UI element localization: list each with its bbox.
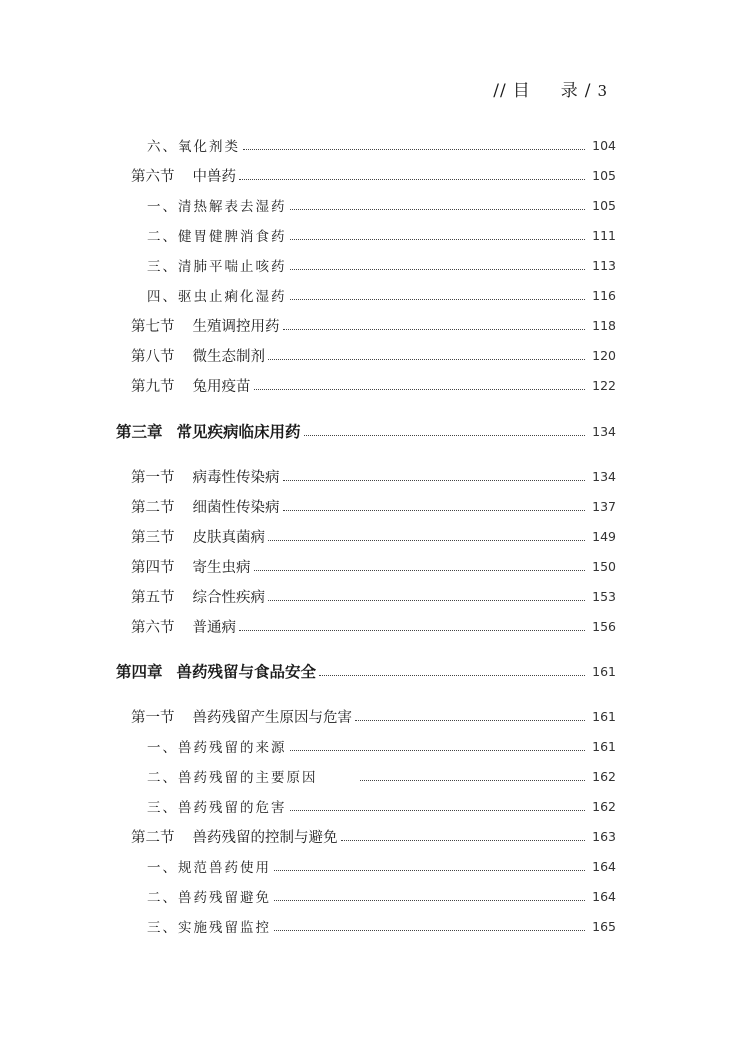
toc-entry[interactable] (0, 525, 730, 547)
running-header (493, 76, 608, 101)
dot-leader (268, 600, 585, 601)
entry-number: 一、 (147, 740, 178, 756)
entry-page: 122 (592, 377, 616, 393)
entry-title: 寄生虫病 (192, 559, 251, 576)
entry-label (131, 526, 265, 547)
toc-entry[interactable] (0, 254, 730, 276)
entry-title: 生殖调控用药 (192, 318, 280, 335)
entry-title: 常见疾病临床用药 (176, 423, 301, 441)
entry-label (131, 586, 265, 607)
toc-entry[interactable] (0, 134, 730, 156)
dot-leader (274, 930, 585, 931)
toc-chapter-entry[interactable] (0, 420, 730, 442)
entry-page: 156 (592, 618, 616, 634)
entry-number: 第七节 (131, 318, 175, 335)
entry-page: 162 (592, 798, 616, 814)
entry-number: 第六节 (131, 619, 175, 636)
entry-page: 161 (592, 738, 616, 754)
entry-label (147, 255, 287, 275)
entry-label (116, 660, 316, 682)
entry-title: 健胃健脾消食药 (178, 229, 287, 245)
toc-entry[interactable] (0, 825, 730, 847)
toc-entry[interactable] (0, 224, 730, 246)
entry-title: 兽药残留避免 (178, 890, 271, 906)
entry-label (131, 496, 280, 517)
dot-leader (274, 870, 585, 871)
toc-entry[interactable] (0, 765, 730, 787)
entry-page: 134 (592, 423, 616, 439)
header-page-number: 3 (597, 82, 608, 100)
entry-page: 161 (592, 663, 616, 679)
entry-number: 二、 (147, 229, 178, 245)
entry-page: 163 (592, 828, 616, 844)
entry-label (147, 856, 271, 876)
entry-label (131, 706, 352, 727)
dot-leader (290, 269, 586, 270)
entry-page: 149 (592, 528, 616, 544)
dot-leader (243, 149, 585, 150)
entry-number: 第一节 (131, 469, 175, 486)
entry-title: 兔用疫苗 (192, 378, 251, 395)
toc-entry[interactable] (0, 885, 730, 907)
dot-leader (239, 630, 585, 631)
entry-page: 150 (592, 558, 616, 574)
entry-page: 118 (592, 317, 616, 333)
dot-leader (304, 435, 585, 436)
entry-label (131, 165, 236, 186)
toc-entry[interactable] (0, 465, 730, 487)
entry-label (131, 466, 280, 487)
toc-entry[interactable] (0, 795, 730, 817)
entry-page: 137 (592, 498, 616, 514)
entry-label (147, 886, 271, 906)
entry-number: 第四节 (131, 559, 175, 576)
entry-number: 第二节 (131, 499, 175, 516)
dot-leader (290, 299, 586, 300)
entry-title: 兽药残留产生原因与危害 (192, 709, 352, 726)
entry-number: 第五节 (131, 589, 175, 606)
entry-number: 第三章 (116, 423, 163, 441)
dot-leader (283, 510, 586, 511)
toc-chapter-entry[interactable] (0, 660, 730, 682)
entry-title: 微生态制剂 (192, 348, 265, 365)
entry-number: 第八节 (131, 348, 175, 365)
toc-entry[interactable] (0, 374, 730, 396)
entry-title: 规范兽药使用 (178, 860, 271, 876)
entry-title: 综合性疾病 (192, 589, 265, 606)
dot-leader (283, 480, 586, 481)
toc-entry[interactable] (0, 915, 730, 937)
toc-entry[interactable] (0, 194, 730, 216)
dot-leader (360, 780, 586, 781)
toc-entry[interactable] (0, 855, 730, 877)
dot-leader (341, 840, 586, 841)
header-title-char-1: 目 (512, 81, 531, 101)
header-slashes: // (493, 81, 507, 101)
entry-title: 皮肤真菌病 (192, 529, 265, 546)
entry-number: 第四章 (116, 663, 163, 681)
dot-leader (283, 329, 586, 330)
dot-leader (254, 389, 586, 390)
entry-number: 一、 (147, 199, 178, 215)
toc-entry[interactable] (0, 314, 730, 336)
entry-page: 165 (592, 918, 616, 934)
entry-label (131, 375, 251, 396)
dot-leader (355, 720, 585, 721)
entry-number: 第六节 (131, 168, 175, 185)
entry-number: 三、 (147, 259, 178, 275)
toc-entry[interactable] (0, 495, 730, 517)
dot-leader (254, 570, 586, 571)
toc-entry[interactable] (0, 585, 730, 607)
entry-label (116, 420, 301, 442)
entry-label (147, 285, 287, 305)
entry-page: 105 (592, 167, 616, 183)
entry-label (147, 135, 240, 155)
entry-page: 161 (592, 708, 616, 724)
entry-number: 第一节 (131, 709, 175, 726)
toc-entry[interactable] (0, 344, 730, 366)
dot-leader (274, 900, 585, 901)
dot-leader (290, 750, 586, 751)
entry-title: 兽药残留的控制与避免 (192, 829, 338, 846)
dot-leader (239, 179, 585, 180)
entry-number: 第九节 (131, 378, 175, 395)
entry-number: 六、 (147, 139, 178, 155)
entry-page: 120 (592, 347, 616, 363)
entry-label (131, 556, 251, 577)
entry-number: 三、 (147, 920, 178, 936)
entry-label (131, 616, 236, 637)
toc-entry[interactable] (0, 284, 730, 306)
entry-number: 四、 (147, 289, 178, 305)
dot-leader (319, 675, 585, 676)
entry-label (147, 796, 287, 816)
entry-page: 164 (592, 888, 616, 904)
entry-label (131, 315, 280, 336)
entry-page: 162 (592, 768, 616, 784)
entry-title: 中兽药 (192, 168, 236, 185)
toc-entry[interactable] (0, 555, 730, 577)
entry-number: 三、 (147, 800, 178, 816)
entry-number: 一、 (147, 860, 178, 876)
entry-page: 113 (592, 257, 616, 273)
toc-entry[interactable] (0, 615, 730, 637)
entry-page: 105 (592, 197, 616, 213)
entry-title: 普通病 (192, 619, 236, 636)
entry-label (131, 345, 265, 366)
entry-page: 116 (592, 287, 616, 303)
entry-label (147, 195, 287, 215)
entry-title: 兽药残留的来源 (178, 740, 287, 756)
entry-label (147, 225, 287, 245)
entry-page: 153 (592, 588, 616, 604)
entry-title: 清肺平喘止咳药 (178, 259, 287, 275)
entry-label (147, 916, 271, 936)
header-separator: / (584, 81, 592, 101)
dot-leader (290, 209, 586, 210)
entry-title: 兽药残留的危害 (178, 800, 287, 816)
entry-label (147, 736, 287, 756)
entry-number: 第三节 (131, 529, 175, 546)
entry-title: 兽药残留与食品安全 (176, 663, 317, 681)
entry-title: 清热解表去湿药 (178, 199, 287, 215)
toc-entry[interactable] (0, 705, 730, 727)
dot-leader (268, 540, 585, 541)
dot-leader (290, 810, 586, 811)
entry-title: 兽药残留的主要原因 (178, 770, 318, 786)
toc-entry[interactable] (0, 164, 730, 186)
dot-leader (290, 239, 586, 240)
entry-page: 164 (592, 858, 616, 874)
entry-number: 二、 (147, 890, 178, 906)
header-title-char-2: 录 (560, 81, 579, 101)
entry-title: 病毒性传染病 (192, 469, 280, 486)
entry-title: 实施残留监控 (178, 920, 271, 936)
entry-number: 二、 (147, 770, 178, 786)
entry-number: 第二节 (131, 829, 175, 846)
entry-page: 104 (592, 137, 616, 153)
toc-entry[interactable] (0, 735, 730, 757)
entry-page: 134 (592, 468, 616, 484)
entry-page: 111 (592, 227, 616, 243)
dot-leader (268, 359, 585, 360)
entry-label (147, 766, 318, 786)
entry-title: 驱虫止痢化湿药 (178, 289, 287, 305)
entry-label (131, 826, 338, 847)
entry-title: 细菌性传染病 (192, 499, 280, 516)
entry-title: 氧化剂类 (178, 139, 240, 155)
